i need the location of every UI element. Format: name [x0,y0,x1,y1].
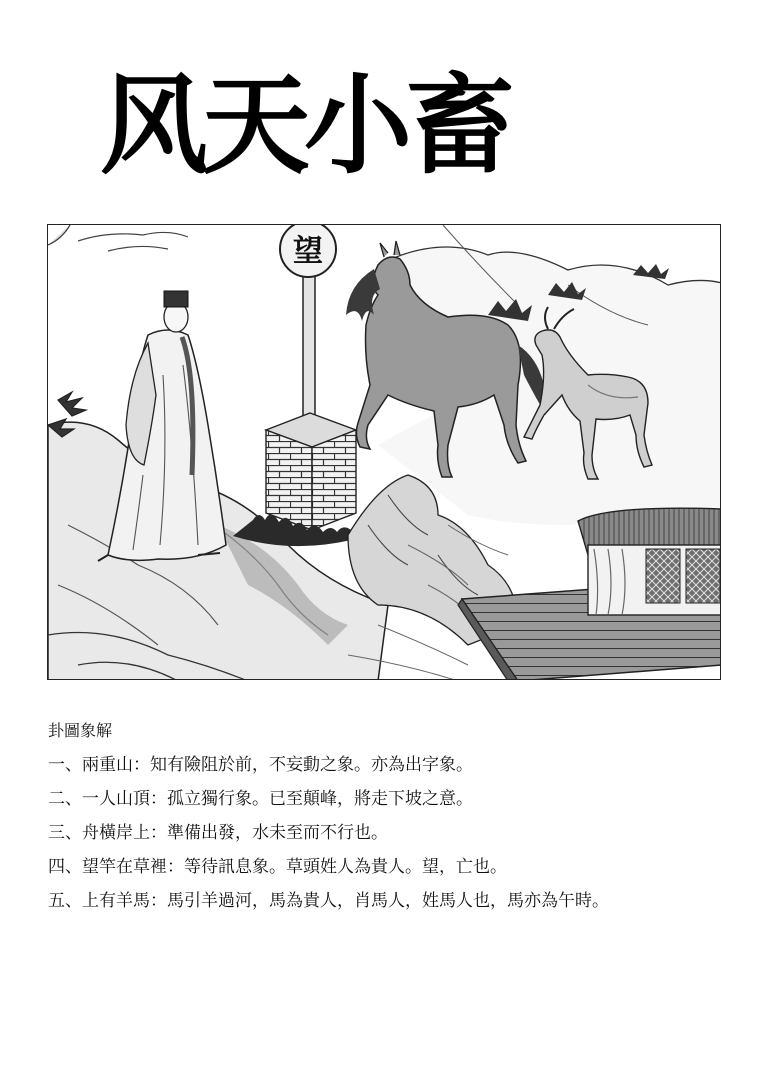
interpretation-line-3: 三、舟橫岸上：準備出發，水未至而不行也。 [48,823,388,843]
interpretation-block [48,716,738,918]
interpretation-line-1: 一、兩重山：知有險阻於前，不妄動之象。亦為出字象。 [48,755,473,775]
signpost [233,225,356,546]
interpretation-line-4: 四、望竿在草裡：等待訊息象。草頭姓人為貴人。望，亡也。 [48,857,507,877]
hat [164,291,188,307]
hexagram-illustration [47,224,721,680]
illustration-drawing [48,225,721,680]
robe [108,330,226,560]
moon [48,225,70,245]
scholar-figure [98,291,226,561]
horse-ears [380,241,400,257]
cabin-window-1 [646,549,680,603]
post-sign-text: 望 [293,234,323,269]
cabin-window-2 [686,549,720,603]
hexagram-title: 风天小畜 [100,64,509,189]
interpretation-heading: 卦圖象解 [48,721,113,740]
brick-side [312,430,356,530]
cloud [78,232,188,251]
interpretation-line-2: 二、一人山頂：孤立獨行象。已至顛峰，將走下坡之意。 [48,789,473,809]
interpretation-line-5: 五、上有羊馬：馬引羊過河，馬為貴人，肖馬人，姓馬人也，馬亦為午時。 [48,891,609,911]
